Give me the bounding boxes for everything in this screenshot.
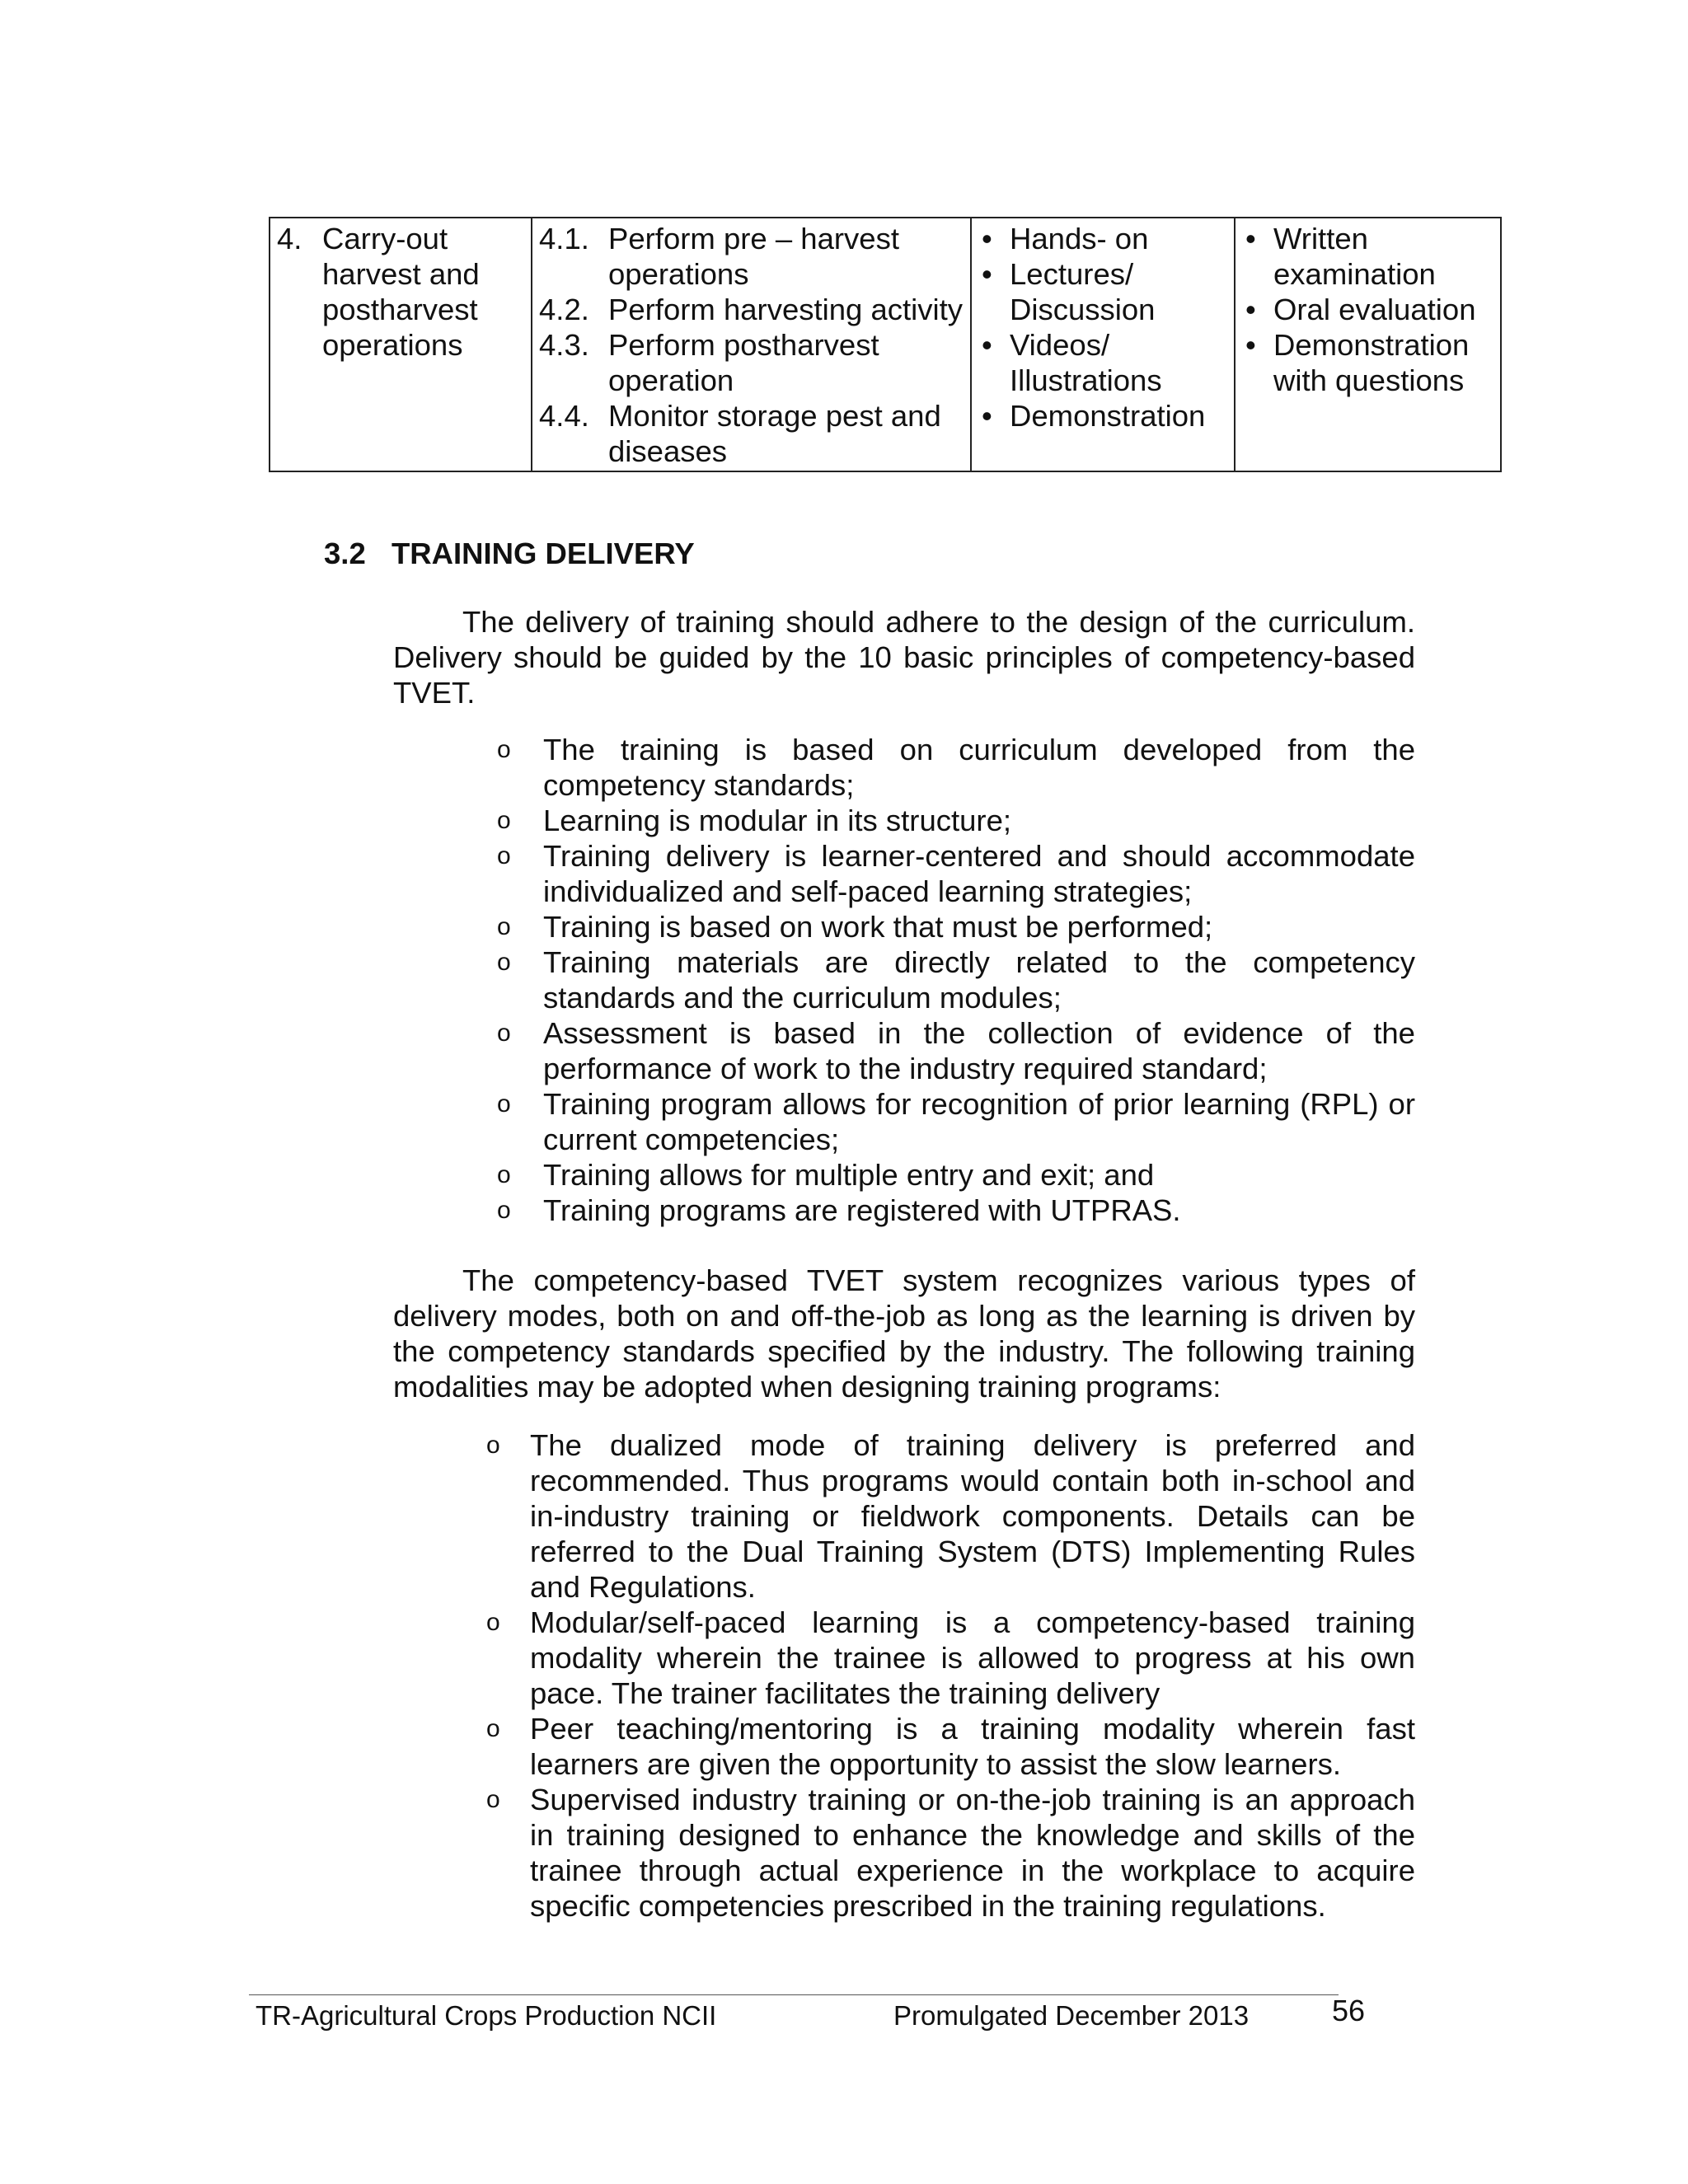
learning-outcome-item [539,398,964,469]
list-item [978,256,1227,327]
section-title: TRAINING DELIVERY [392,537,695,570]
circle-bullet-icon: o [486,1432,500,1459]
learning-outcome-text: Monitor storage pest and diseases [608,399,941,468]
learning-outcomes-cell [532,218,971,471]
principle-text: Training program allows for recognition of prior learning (RPL) or current competencies; [543,1087,1415,1156]
assessment-text: Demonstration with questions [1273,328,1470,397]
modality-text: Peer teaching/mentoring is a training modality wherein fast learners are given the opportunity to assist the slow learners. [530,1712,1415,1781]
methodology-list [978,221,1227,434]
principle-text: Training delivery is learner-centered and should accommodate individualized and self-paced learning strategies; [543,839,1415,908]
page-number: 56 [1332,1994,1366,2027]
circle-bullet-icon: o [497,842,511,869]
bullet-icon: • [982,399,992,433]
principle-text: Training materials are directly related to the competency standards and the curriculum modules; [543,945,1415,1015]
principle-text: Training allows for multiple entry and exit; and [543,1158,1155,1192]
circle-bullet-icon: o [497,807,511,834]
list-item [497,1086,1415,1157]
methodologies-cell [971,218,1235,471]
list-item [1242,221,1493,292]
list-item [497,732,1415,803]
list-item [1242,292,1493,327]
list-item [497,838,1415,909]
intro-paragraph: The delivery of training should adhere to the design of the curriculum. Delivery should be guided by the 10 basic principles of competency-based TVET. [393,605,1415,710]
circle-bullet-icon: o [486,1786,500,1813]
modality-text: Supervised industry training or on-the-job training is an approach in training designed to enhance the knowledge and skills of the trainee through actual experience in the workplace to acquire specific competencies prescribed in the training regulations. [530,1783,1415,1923]
learning-outcome-text: Perform postharvest operation [608,328,879,397]
unit-title: Carry-out harvest and postharvest operations [322,222,480,362]
modes-paragraph: The competency-based TVET system recognizes various types of delivery modes, both on and off-the-job as long as the learning is driven by the competency standards specified by the industry. The following training modalities may be adopted when designing training programs: [393,1263,1415,1404]
list-item [1242,327,1493,398]
unit-cell [270,218,532,471]
modality-text: Modular/self-paced learning is a competency-based training modality wherein the trainee is allowed to progress at his own pace. The trainer facilitates the training delivery [530,1605,1415,1710]
principles-list [497,732,1415,1228]
assessment-text: Oral evaluation [1273,293,1476,326]
principle-text: Training is based on work that must be performed; [543,910,1213,944]
footer-document-title: TR-Agricultural Crops Production NCII [256,2000,717,2031]
section-heading [324,536,695,572]
methodology-text: Hands- on [1010,222,1149,255]
circle-bullet-icon: o [486,1715,500,1742]
section-number: 3.2 [324,537,366,570]
list-item [497,803,1415,838]
learning-outcome-number: 4.4. [539,399,589,433]
list-item [486,1782,1415,1924]
list-item [978,327,1227,398]
table-row [270,218,1501,471]
footer-divider [249,1994,1339,1995]
unit-item [277,221,524,363]
learning-outcome-item [539,327,964,398]
modality-text: The dualized mode of training delivery is preferred and recommended. Thus programs would contain both in-school and in-industry training or fieldwork components. Details can be referred to the Dual Training System (DTS) Implementing Rules and Regulations. [530,1428,1415,1604]
bullet-icon: • [1245,293,1256,326]
bullet-icon: • [982,222,992,255]
circle-bullet-icon: o [497,1197,511,1224]
footer-promulgated-date: Promulgated December 2013 [893,2000,1250,2031]
methodology-text: Demonstration [1010,399,1206,433]
principle-text: The training is based on curriculum developed from the competency standards; [543,733,1415,802]
circle-bullet-icon: o [497,913,511,940]
methodology-text: Lectures/ Discussion [1010,257,1156,326]
learning-outcome-text: Perform harvesting activity [608,293,964,326]
learning-outcome-number: 4.1. [539,222,589,255]
list-item [497,1193,1415,1228]
assessment-text: Written examination [1273,222,1436,291]
principle-text: Learning is modular in its structure; [543,804,1012,837]
learning-outcome-text: Perform pre – harvest operations [608,222,899,291]
bullet-icon: • [1245,222,1256,255]
list-item [497,909,1415,944]
principle-text: Training programs are registered with UTPRAS. [543,1193,1181,1227]
learning-outcome-item [539,221,964,292]
list-item [497,1157,1415,1193]
competency-table [269,217,1502,472]
circle-bullet-icon: o [486,1609,500,1636]
assessment-list [1242,221,1493,398]
learning-outcome-number: 4.2. [539,293,589,326]
unit-number: 4. [277,222,302,255]
principle-text: Assessment is based in the collection of evidence of the performance of work to the industry required standard; [543,1016,1415,1085]
bullet-icon: • [982,328,992,362]
circle-bullet-icon: o [497,1090,511,1118]
list-item [486,1605,1415,1711]
list-item [497,1015,1415,1086]
list-item [486,1427,1415,1605]
bullet-icon: • [1245,328,1256,362]
circle-bullet-icon: o [497,949,511,976]
methodology-text: Videos/ Illustrations [1010,328,1162,397]
list-item [497,944,1415,1015]
learning-outcome-number: 4.3. [539,328,589,362]
list-item [978,221,1227,256]
circle-bullet-icon: o [497,736,511,763]
learning-outcome-item [539,292,964,327]
circle-bullet-icon: o [497,1161,511,1188]
bullet-icon: • [982,257,992,291]
list-item [486,1711,1415,1782]
modalities-list [486,1427,1415,1924]
assessments-cell [1235,218,1501,471]
list-item [978,398,1227,434]
circle-bullet-icon: o [497,1019,511,1047]
